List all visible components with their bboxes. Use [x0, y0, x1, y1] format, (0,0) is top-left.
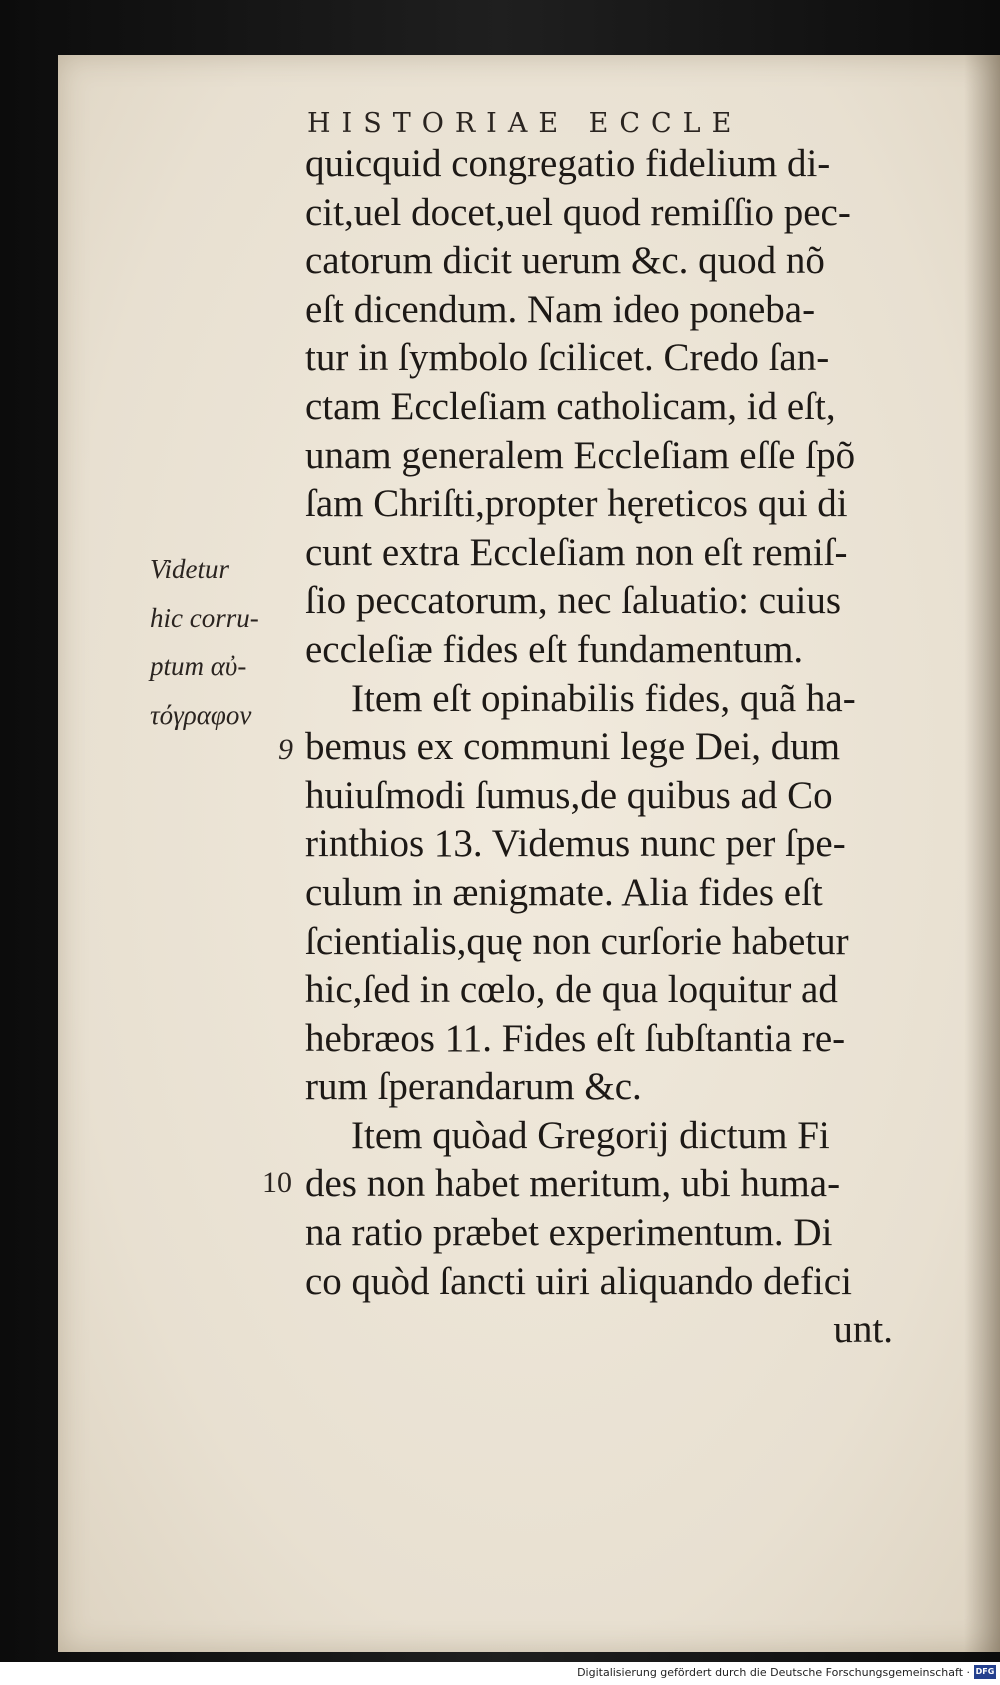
margin-note-line: τόγραφον: [150, 699, 252, 730]
text-line: cit,uel docet,uel quod remiſſio pec-: [305, 190, 851, 234]
running-head: HISTORIAE ECCLE: [307, 108, 743, 139]
text-line: eſt dicendum. Nam ideo poneba-: [305, 287, 816, 331]
text-line: ctam Eccleſiam catholicam, id eſt,: [305, 384, 836, 428]
spine-shadow: [964, 55, 1000, 1652]
text-line: cunt extra Eccleſiam non eſt remiſ-: [305, 530, 848, 574]
text-line: ſam Chriſti,propter hęreticos qui di: [305, 482, 848, 526]
text-line: co quòd ſancti uiri aliquando defici: [305, 1259, 852, 1303]
text-line: quicquid congregatio fidelium di-: [305, 142, 831, 185]
text-line: Item quòad Gregorij dictum Fi: [351, 1113, 830, 1157]
text-line: bemus ex communi lege Dei, dum: [305, 725, 841, 769]
margin-note-line: Videtur: [150, 554, 229, 584]
text-line: huiuſmodi ſumus,de quibus ad Co: [305, 773, 833, 817]
text-line: des non habet meritum, ubi huma-: [305, 1162, 841, 1206]
dfg-logo: DFG: [974, 1665, 996, 1679]
text-line: ſcientialis,quę non curſorie habetur: [305, 919, 849, 963]
section-marker-9: 9: [278, 733, 293, 766]
text-line: ſio peccatorum, nec ſaluatio: cuius: [305, 579, 842, 623]
text-line: catorum dicit uerum &c. quod nõ: [305, 239, 825, 283]
text-line: eccleſiæ fides eſt fundamentum.: [305, 627, 804, 671]
text-line: unam generalem Eccleſiam eſſe ſpõ: [305, 433, 856, 477]
footer-credit: Digitalisierung gefördert durch die Deutsche Forschungsgemeinschaft ·: [577, 1666, 970, 1679]
margin-note: [150, 545, 300, 739]
text-line: rinthios 13. Videmus nunc per ſpe-: [305, 822, 846, 866]
section-marker-10: 10: [262, 1166, 292, 1199]
margin-note-line: hic corru-: [150, 602, 259, 633]
margin-note-line: ptum αὐ-: [150, 651, 247, 682]
text-line: na ratio præbet experimentum. Di: [305, 1211, 833, 1255]
text-line: hic,ſed in cœlo, de qua loquitur ad: [305, 968, 838, 1012]
text-line: tur in ſymbolo ſcilicet. Credo ſan-: [305, 336, 830, 380]
text-line: culum in ænigmate. Alia fides eſt: [305, 870, 823, 914]
text-line: hebræos 11. Fides eſt ſubſtantia re-: [305, 1016, 846, 1060]
text-line: Item eſt opinabilis fides, quã ha-: [351, 676, 856, 720]
catchword: unt.: [833, 1308, 893, 1352]
body-text: [305, 140, 945, 1355]
text-line: rum ſperandarum &c.: [305, 1065, 642, 1109]
